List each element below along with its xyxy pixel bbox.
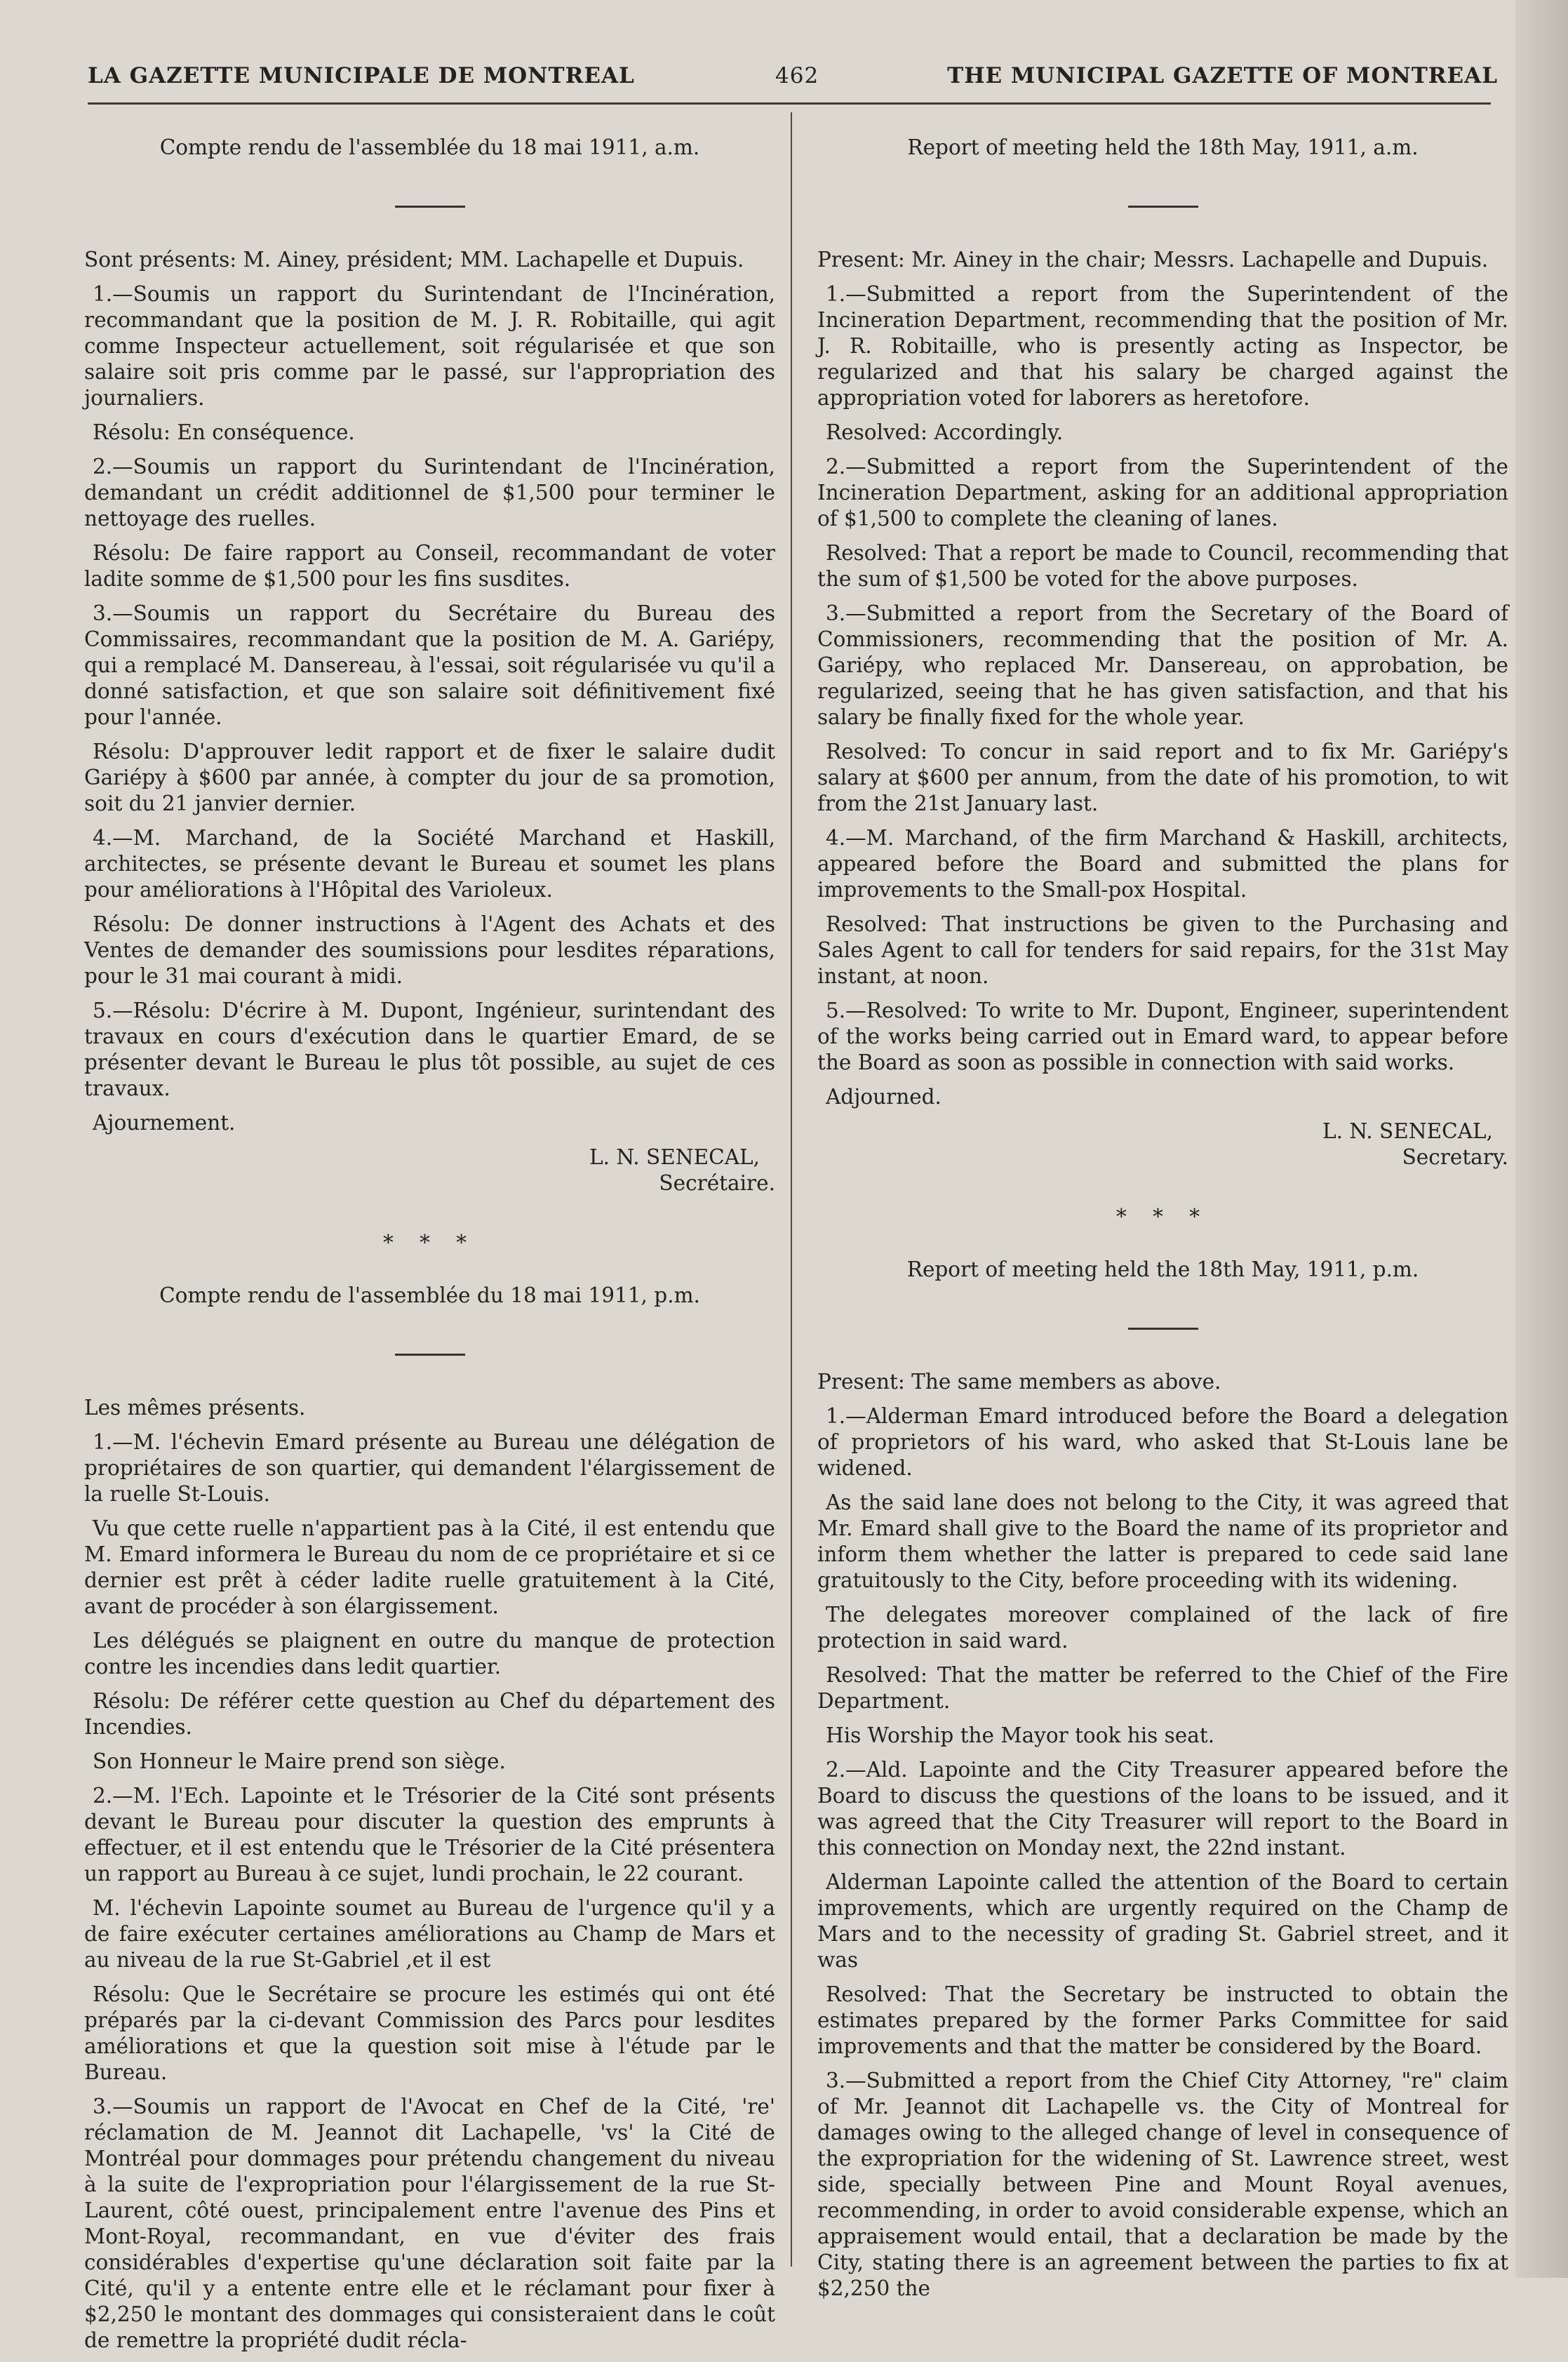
page-number: 462 xyxy=(775,63,819,88)
column-divider xyxy=(791,112,792,2267)
en-pm-paragraph: 2.—Ald. Lapointe and the City Treasurer appeared before the Board to discuss the questions of the loans to be issued, and it was agreed that the City Treasurer will report to the Board in this connection on Monday next, the 22nd instant. xyxy=(817,1758,1508,1860)
en-pm-paragraph: The delegates moreover complained of the lack of fire protection in said ward. xyxy=(817,1603,1508,1653)
fr-am-paragraph: 2.—Soumis un rapport du Surintendant de l'Incinération, demandant un crédit additionnel de $1,500 pour terminer le nettoyage des ruelles. xyxy=(84,455,775,531)
fr-am-rule xyxy=(395,206,465,208)
en-signature-title: Secretary. xyxy=(1402,1145,1508,1169)
header-rule xyxy=(88,102,1491,105)
fr-am-paragraph: Résolu: En conséquence. xyxy=(93,420,355,444)
en-am-paragraph: 3.—Submitted a report from the Secretary of the Board of Commissioners, recommending that the position of Mr. A. Gariépy, who replaced Mr. Dansereau, on approbation, be regularized, seeing that he has given satisfaction, and that his salary be finally fixed for the whole year. xyxy=(817,601,1508,729)
en-am-paragraph: 5.—Resolved: To write to Mr. Dupont, Engineer, superintendent of the works being carried out in Emard ward, to appear before the Board as soon as possible in connection with said works. xyxy=(817,999,1508,1074)
en-am-paragraph: 1.—Submitted a report from the Superintendent of the Incineration Department, recommending that the position of Mr. J. R. Robitaille, who is presently acting as Inspector, be regularized and that his salary be charged against the appropriation voted for laborers as heretofore. xyxy=(817,282,1508,410)
header-english-title: THE MUNICIPAL GAZETTE OF MONTREAL xyxy=(947,63,1498,88)
en-pm-title: Report of meeting held the 18th May, 1911, p.m. xyxy=(906,1257,1419,1281)
en-pm-paragraph: Present: The same members as above. xyxy=(817,1370,1221,1394)
fr-am-paragraph: 4.—M. Marchand, de la Société Marchand et Haskill, architectes, se présente devant le Bureau et soumet les plans pour améliorations à l'Hôpital des Varioleux. xyxy=(84,826,775,902)
en-am-rule xyxy=(1128,206,1198,208)
fr-pm-paragraph: Son Honneur le Maire prend son siège. xyxy=(93,1749,506,1773)
french-column xyxy=(84,126,775,2362)
en-am-paragraph: Resolved: To concur in said report and to fix Mr. Gariépy's salary at $600 per annum, from the date of his promotion, to wit from the 21st January last. xyxy=(817,740,1508,815)
running-header xyxy=(88,63,1498,105)
fr-pm-paragraph: Résolu: De référer cette question au Chef du département des Incendies. xyxy=(84,1689,775,1739)
fr-signature-name: L. N. SENECAL, xyxy=(589,1145,760,1169)
header-french-title: LA GAZETTE MUNICIPALE DE MONTREAL xyxy=(88,63,635,88)
fr-am-paragraph: 1.—Soumis un rapport du Surintendant de l'Incinération, recommandant que la position de M. J. R. Robitaille, qui agit comme Inspecteur actuellement, soit régularisée et que son salaire soit pris comme par le passé, sur l'appropriation des journaliers. xyxy=(84,282,775,410)
fr-pm-body xyxy=(84,1395,775,2354)
en-signature-name: L. N. SENECAL, xyxy=(1322,1119,1493,1143)
fr-pm-paragraph: 3.—Soumis un rapport de l'Avocat en Chef de la Cité, 're' réclamation de M. Jeannot dit Lachapelle, 'vs' la Cité de Montréal pour dommages pour prétendu changement du niveau à la suite de l'expropriation pour l'élargissement de la rue St-Laurent, côté ouest, principalement entre l'avenue des Pins et Mont-Royal, recommandant, en vue d'éviter des frais considérables d'expertise qu'une déclaration soit faite par la Cité, qu'il y a entente entre elle et le réclamant pour fixer à $2,250 le montant des dommages qui consisteraient dans le coût de remettre la propriété dudit récla- xyxy=(84,2095,775,2352)
en-pm-paragraph: 1.—Alderman Emard introduced before the Board a delegation of proprietors of his ward, who asked that St-Louis lane be widened. xyxy=(817,1404,1508,1480)
fr-am-paragraph: Résolu: D'approuver ledit rapport et de fixer le salaire dudit Gariépy à $600 par année, à compter du jour de sa promotion, soit du 21 janvier dernier. xyxy=(84,740,775,815)
fr-section-stars: * * * xyxy=(382,1231,476,1255)
fr-pm-paragraph: M. l'échevin Lapointe soumet au Bureau de l'urgence qu'il y a de faire exécuter certaines améliorations au Champ de Mars et au niveau de la rue St-Gabriel ,et il est xyxy=(84,1896,775,1972)
en-pm-body xyxy=(817,1369,1508,2302)
fr-am-paragraph: Résolu: De faire rapport au Conseil, recommandant de voter ladite somme de $1,500 pour les fins susdites. xyxy=(84,541,775,591)
en-am-paragraph: Resolved: Accordingly. xyxy=(826,420,1064,444)
english-column xyxy=(817,126,1508,2310)
fr-am-paragraph: Sont présents: M. Ainey, président; MM. Lachapelle et Dupuis. xyxy=(84,248,744,272)
en-am-title: Report of meeting held the 18th May, 1911, a.m. xyxy=(907,135,1419,159)
fr-pm-paragraph: Les délégués se plaignent en outre du manque de protection contre les incendies dans ledit quartier. xyxy=(84,1629,775,1679)
fr-pm-paragraph: 1.—M. l'échevin Emard présente au Bureau une délégation de propriétaires de son quartier, qui demandent l'élargissement de la ruelle St-Louis. xyxy=(84,1430,775,1506)
en-am-paragraph: 4.—M. Marchand, of the firm Marchand & Haskill, architects, appeared before the Board and submitted the plans for improvements to the Small-pox Hospital. xyxy=(817,826,1508,902)
en-am-paragraph: Resolved: That a report be made to Council, recommending that the sum of $1,500 be voted for the above purposes. xyxy=(817,541,1508,591)
fr-pm-paragraph: Résolu: Que le Secrétaire se procure les estimés qui ont été préparés par la ci-devant Commission des Parcs pour lesdites améliorations et que la question soit mise à l'étude par le Bureau. xyxy=(84,1982,775,2084)
fr-pm-paragraph: Les mêmes présents. xyxy=(84,1396,306,1420)
en-pm-paragraph: As the said lane does not belong to the City, it was agreed that Mr. Emard shall give to the Board the name of its proprietor and inform them whether the latter is prepared to cede said lane gratuitously to the City, before proceeding with its widening. xyxy=(817,1490,1508,1592)
page-edge-shadow xyxy=(1515,0,1568,2278)
en-am-paragraph: Present: Mr. Ainey in the chair; Messrs. Lachapelle and Dupuis. xyxy=(817,248,1489,272)
fr-am-title: Compte rendu de l'assemblée du 18 mai 1911, a.m. xyxy=(159,135,700,159)
en-pm-rule xyxy=(1128,1328,1198,1330)
fr-am-body xyxy=(84,247,775,1136)
en-am-paragraph: 2.—Submitted a report from the Superintendent of the Incineration Department, asking for an additional appropriation of $1,500 to complete the cleaning of lanes. xyxy=(817,455,1508,531)
en-section-stars: * * * xyxy=(1115,1205,1209,1229)
fr-pm-title: Compte rendu de l'assemblée du 18 mai 1911, p.m. xyxy=(159,1283,700,1307)
fr-pm-paragraph: Vu que cette ruelle n'appartient pas à la Cité, il est entendu que M. Emard informera le Bureau du nom de ce propriétaire et si ce dernier est prêt à céder ladite ruelle gratuitement à la Cité, avant de procéder à son élargissement. xyxy=(84,1516,775,1618)
fr-am-paragraph: Résolu: De donner instructions à l'Agent des Achats et des Ventes de demander des soumissions pour lesdites réparations, pour le 31 mai courant à midi. xyxy=(84,912,775,988)
fr-am-paragraph: Ajournement. xyxy=(93,1111,236,1135)
fr-signature-title: Secrétaire. xyxy=(659,1171,775,1195)
en-pm-paragraph: His Worship the Mayor took his seat. xyxy=(826,1723,1215,1747)
en-am-paragraph: Adjourned. xyxy=(826,1085,942,1109)
en-am-paragraph: Resolved: That instructions be given to the Purchasing and Sales Agent to call for tenders for said repairs, for the 31st May instant, at noon. xyxy=(817,912,1508,988)
fr-pm-paragraph: 2.—M. l'Ech. Lapointe et le Trésorier de la Cité sont présents devant le Bureau pour discuter la question des emprunts à effectuer, et il est entendu que le Trésorier de la Cité présentera un rapport au Bureau à ce sujet, lundi prochain, le 22 courant. xyxy=(84,1784,775,1886)
en-pm-paragraph: Alderman Lapointe called the attention of the Board to certain improvements, which are urgently required on the Champ de Mars and to the necessity of grading St. Gabriel street, and it was xyxy=(817,1870,1508,1972)
en-pm-paragraph: 3.—Submitted a report from the Chief City Attorney, "re" claim of Mr. Jeannot dit Lachapelle vs. the City of Montreal for damages owing to the alleged change of level in consequence of the expropriation for the widening of St. Lawrence street, west side, specially between Pine and Mount Royal avenues, recommending, in order to avoid considerable expense, which an appraisement would entail, that a declaration be made by the City, stating there is an agreement between the parties to fix at $2,250 the xyxy=(817,2069,1508,2300)
fr-am-paragraph: 5.—Résolu: D'écrire à M. Dupont, Ingénieur, surintendant des travaux en cours d'exécution dans le quartier Emard, de se présenter devant le Bureau le plus tôt possible, au sujet de ces travaux. xyxy=(84,999,775,1100)
en-am-body xyxy=(817,247,1508,1110)
fr-am-paragraph: 3.—Soumis un rapport du Secrétaire du Bureau des Commissaires, recommandant que la position de M. A. Gariépy, qui a remplacé M. Dansereau, à l'essai, soit régularisée vu qu'il a donné satisfaction, et que son salaire soit définitivement fixé pour l'année. xyxy=(84,601,775,729)
fr-pm-rule xyxy=(395,1354,465,1356)
en-pm-paragraph: Resolved: That the matter be referred to the Chief of the Fire Department. xyxy=(817,1663,1508,1713)
en-pm-paragraph: Resolved: That the Secretary be instructed to obtain the estimates prepared by the former Parks Committee for said improvements and that the matter be considered by the Board. xyxy=(817,1982,1508,2058)
